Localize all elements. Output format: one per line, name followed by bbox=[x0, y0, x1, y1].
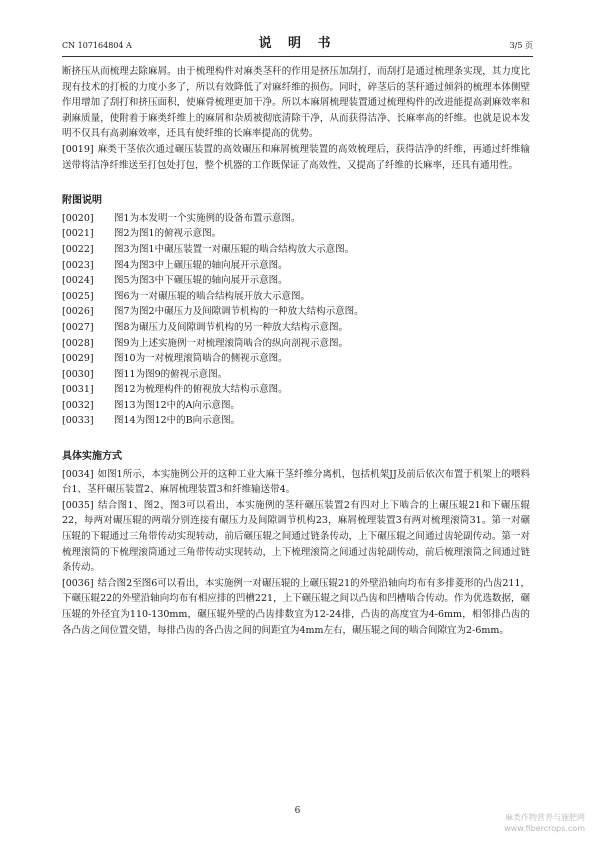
figure-description: 图7为图2中碾压力及间隙调节机构的一种放大结构示意图。 bbox=[114, 306, 364, 318]
figure-description: 图6为一对碾压辊的啮合结构展开放大示意图。 bbox=[114, 290, 311, 302]
paragraph-text: 如图1所示，本实施例公开的这种工业大麻干茎纤维分离机，包括机架JJ及前后依次布置于机架上的喂料台1、茎秆碾压装置2、麻屑梳理装置3和纤维输送带4。 bbox=[62, 468, 530, 496]
page-header bbox=[62, 38, 533, 54]
paragraph-id: [0019] bbox=[62, 143, 94, 155]
figures-heading: 附图说明 bbox=[62, 195, 102, 207]
paragraph-text: 结合图2至图6可以看出，本实施例一对碾压辊的上碾压辊21的外壁沿轴向均布有多排菱形的凸齿211，下碾压辊22的外壁沿轴向均布有相应排的凹槽221，上下碾压辊之间以凸齿和凹槽啮合传动。作为优选数据，碾压辊的外径宜为110-130mm，碾压辊外壁的凸齿排数宜为12-24排，凸齿的高度宜为4-6mm，相邻排凸齿的各凸齿之间位置交错，每排凸齿的各凸齿之间的间距宜为4mm左右，碾压辊之间的啮合间隙宜为2-6mm。 bbox=[62, 577, 530, 636]
paragraph-id: [0027] bbox=[62, 321, 94, 333]
document-body bbox=[62, 64, 530, 638]
figure-description: 图12为梳理构件的俯视放大结构示意图。 bbox=[114, 384, 288, 396]
paragraph-id: [0030] bbox=[62, 368, 94, 380]
watermark bbox=[504, 812, 585, 834]
figure-list bbox=[62, 211, 530, 429]
list-item bbox=[62, 413, 530, 429]
paragraph-text: 结合图1、图2、图3可以看出，本实施例的茎秆碾压装置2有四对上下啮合的上碾压辊21和下碾压辊22，每两对碾压辊的两端分别连接有碾压力及间隙调节机构23，麻屑梳理装置3有两对梳理滚筒31。第一对碾压辊的下辊通过三角带传动实现转动，前后碾压辊之间通过链条传动，上下碾压辊之间通过齿轮副传动。第一对梳理滚筒的下梳理滚筒通过三角带传动实现转动，上下梳理滚筒之间通过齿轮副传动，前后梳理滚筒之间通过链条传动。 bbox=[62, 499, 530, 574]
figure-description: 图3为图1中碾压装置一对碾压辊的啮合结构放大示意图。 bbox=[114, 243, 355, 255]
figure-description: 图8为碾压力及间隙调节机构的另一种放大结构示意图。 bbox=[114, 321, 349, 333]
list-item bbox=[62, 242, 530, 258]
paragraph-id: [0036] bbox=[62, 577, 94, 589]
document-title: 说 明 书 bbox=[258, 36, 337, 51]
paragraph-0034 bbox=[62, 467, 530, 498]
paragraph-id: [0021] bbox=[62, 228, 94, 240]
paragraph-id: [0025] bbox=[62, 290, 94, 302]
paragraph-id: [0035] bbox=[62, 499, 94, 511]
header-divider bbox=[62, 56, 533, 57]
paragraph-id: [0034] bbox=[62, 468, 94, 480]
paragraph-id: [0026] bbox=[62, 306, 94, 318]
paragraph-text: 麻类干茎依次通过碾压装置的高效碾压和麻屑梳理装置的高效梳理后，获得洁净的纤维，再通过纤维输送带将洁净纤维送至打包处打包，整个机器的工作既保证了高效性，又提高了纤维的长麻率，还具有通用性。 bbox=[62, 143, 530, 171]
figure-description: 图11为图9的俯视示意图。 bbox=[114, 368, 228, 380]
list-item bbox=[62, 258, 530, 274]
list-item bbox=[62, 320, 530, 336]
figure-description: 图2为图1的俯视示意图。 bbox=[114, 228, 222, 240]
watermark-line: www.fibercrops.com bbox=[504, 824, 585, 833]
intro-paragraph: 断挤压从而梳理去除麻屑。由于梳理构件对麻类茎秆的作用是挤压加刮打，而刮打是通过梳理条实现，其力度比现有技术的打板的力度小多了，所以有效降低了对麻纤维的损伤。同时，碎茎后的茎秆通过倾斜的梳理本体侧壁作用增加了刮打和挤压面积，使麻骨梳理更加干净。所以本麻屑梳理装置通过梳理构件的改进能提高剥麻效率和剥麻质量，使附着于麻类纤维上的麻屑和杂质被彻底清除干净，从而获得洁净、长麻率高的纤维。也就是说本发明不仅具有高剥麻效率，还具有使纤维的长麻率提高的优势。 bbox=[62, 66, 530, 140]
page-number: 6 bbox=[294, 806, 301, 816]
figure-description: 图14为图12中的B向示意图。 bbox=[114, 415, 241, 427]
list-item bbox=[62, 351, 530, 367]
paragraph-0036 bbox=[62, 576, 530, 638]
paragraph-id: [0029] bbox=[62, 353, 94, 365]
paragraph-0035 bbox=[62, 498, 530, 576]
paragraph-id: [0032] bbox=[62, 399, 94, 411]
figure-description: 图1为本发明一个实施例的设备布置示意图。 bbox=[114, 212, 301, 224]
paragraph-id: [0022] bbox=[62, 243, 94, 255]
list-item bbox=[62, 211, 530, 227]
embodiment-heading: 具体实施方式 bbox=[62, 451, 122, 463]
paragraph-0019 bbox=[62, 142, 530, 173]
page-indicator: 3/5 页 bbox=[509, 41, 533, 50]
list-item bbox=[62, 382, 530, 398]
figure-description: 图4为图3中上碾压辊的轴向展开示意图。 bbox=[114, 259, 288, 271]
watermark-line: 麻类作物营养与施肥网 bbox=[505, 813, 585, 822]
list-item bbox=[62, 367, 530, 383]
paragraph-id: [0023] bbox=[62, 259, 94, 271]
paragraph-id: [0028] bbox=[62, 337, 94, 349]
document-number: CN 107164804 A bbox=[62, 41, 132, 50]
list-item bbox=[62, 273, 530, 289]
figure-description: 图9为上述实施例一对梳理滚筒啮合的纵向剖视示意图。 bbox=[114, 337, 349, 349]
list-item bbox=[62, 304, 530, 320]
paragraph-id: [0033] bbox=[62, 415, 94, 427]
list-item bbox=[62, 398, 530, 414]
list-item bbox=[62, 336, 530, 352]
list-item bbox=[62, 226, 530, 242]
figure-description: 图5为图3中下碾压辊的轴向展开示意图。 bbox=[114, 275, 288, 287]
figure-description: 图13为图12中的A向示意图。 bbox=[114, 399, 241, 411]
paragraph-id: [0031] bbox=[62, 384, 94, 396]
figure-description: 图10为一对梳理滚筒啮合的侧视示意图。 bbox=[114, 353, 288, 365]
paragraph-id: [0024] bbox=[62, 275, 94, 287]
paragraph-id: [0020] bbox=[62, 212, 94, 224]
list-item bbox=[62, 289, 530, 305]
